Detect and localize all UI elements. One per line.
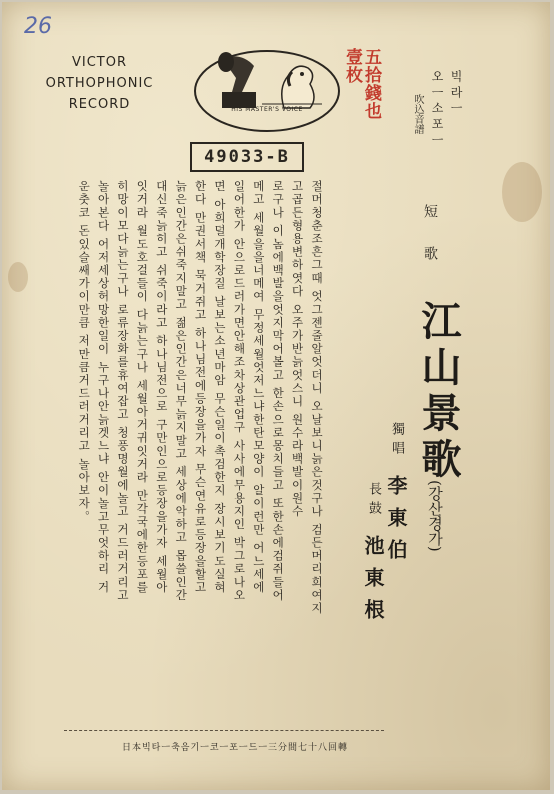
footer-divider	[64, 730, 384, 731]
lyric-line: 잇거라 월도호걸들이 다늙는구나 세월아거귀잇거라 만각국에한등포를	[135, 180, 150, 595]
performer-role: 長鼓	[366, 482, 381, 520]
corner-handwritten-mark: 26	[24, 14, 52, 39]
song-title-korean: (강산경가)	[426, 480, 444, 552]
lyric-line: 메고 세월을을너메여 무정세월엇저느냐한탄모양이 알이런만 어느세에	[251, 180, 266, 595]
company-recording-note: 吹込音譜	[412, 94, 423, 134]
lyric-line: 고곱든형용변하엿다 오주가반늙엇스니 원수라백발이원수	[290, 180, 305, 519]
logo-motto: HIS MASTER'S VOICE	[231, 106, 303, 113]
lyrics-body	[64, 180, 326, 720]
lyric-line: 한다 만권서책 묵거쥐고 하나님전에등장을가자 무슨연유로등장을할고	[193, 180, 208, 595]
performer-name: 李東伯	[384, 475, 408, 572]
record-number: 49033-B	[190, 142, 304, 172]
company-name-line: 빅 라 ㅡ	[449, 70, 463, 114]
performer-name: 池東根	[361, 535, 385, 632]
song-title: 江山景歌	[415, 300, 462, 484]
performer-drummer	[359, 482, 388, 631]
paper-stain	[8, 262, 28, 292]
lyric-line: 절머청춘조흔그때 엇그젠줄알엇더니 오날보니늙은것구나 검든머리희여지	[310, 180, 324, 615]
lyric-line: 면 아희덜개학장질 날보는소년마암 무슨일이촉검한지 장시보기도실혀	[212, 180, 227, 595]
label-line: RECORD	[68, 97, 131, 112]
lyric-line: 일어한가 안으로드러가면안해조차상관업구 사사에무용지인 박그로나오	[232, 180, 247, 602]
footer-note: 日本빅타ㅡ축음기ㅡ코ㅡ포ㅡ드ㅡ三分間七十八回轉	[121, 743, 349, 753]
nipper-gramophone-icon	[192, 48, 342, 134]
victor-dog-logo	[192, 48, 342, 134]
lyric-line: 늙은인간은쉬죽지말고 젊은인간은너무늙지말고 세상에악하고 몹쓸인간	[174, 180, 189, 602]
record-label-text	[42, 52, 157, 115]
lyric-line: 히망이모다늙는구나 로류장화를휴여잡고 청풍명월에놀고 거드러거리고	[115, 180, 130, 602]
lyric-sheet	[2, 2, 550, 790]
label-line: ORTHOPHONIC	[45, 76, 154, 91]
lyric-line: 로구나 이놈에백발을엇지막어볼고 한손으로몽치들고 또한손에검쥐들어	[271, 180, 286, 602]
song-genre: 短歌	[422, 204, 438, 288]
price-stamp-line: 五拾錢也	[361, 48, 381, 120]
performer-role: 獨唱	[389, 422, 404, 460]
price-stamp-line: 壹枚	[342, 48, 362, 84]
company-name-line: 오 ㅡ 소 포 ㅡ	[430, 70, 444, 146]
lyric-line: 대신죽늙히고 쉬죽이라고 하나님전으로 구만인으로등장을가자 세월아	[154, 180, 169, 595]
paper-stain	[502, 162, 542, 222]
lyric-line: 운춧코 돈있슬쌔가이만큼 저만큼거드러거리고 놀아보자。	[77, 180, 92, 524]
lyric-line: 놀아본다 어저세상허망한일이 누구나안늙겟느냐 안이놀고무엇하리 거	[96, 180, 111, 595]
label-line: VICTOR	[71, 55, 127, 70]
